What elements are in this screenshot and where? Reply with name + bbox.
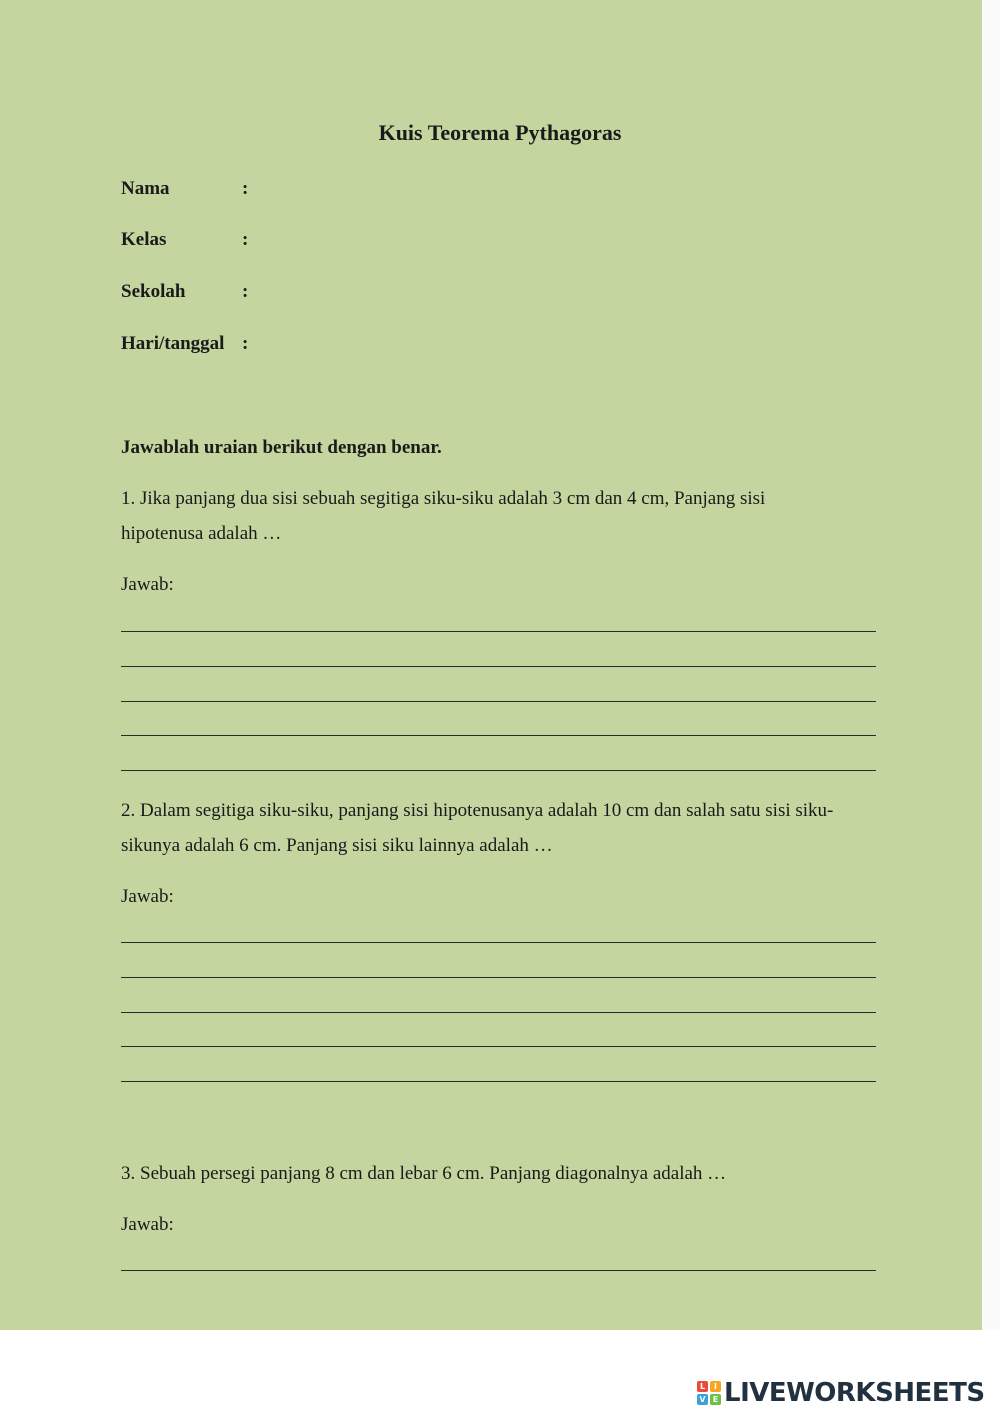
question-1-answer-line[interactable] <box>121 770 876 771</box>
liveworksheets-logo[interactable] <box>697 1376 985 1410</box>
field-label: Kelas <box>121 229 167 250</box>
instruction-text: Jawablah uraian berikut dengan benar. <box>121 437 442 458</box>
field-hari-tanggal <box>121 333 248 355</box>
logo-mark-letter: V <box>697 1394 708 1405</box>
logo-mark-letter: L <box>697 1381 708 1392</box>
field-sekolah <box>121 281 248 303</box>
question-2-answer-line[interactable] <box>121 1046 876 1047</box>
question-1-line-1: 1. Jika panjang dua sisi sebuah segitiga siku-siku adalah 3 cm dan 4 cm, Panjang sisi <box>121 488 766 509</box>
question-1-line-2: hipotenusa adalah … <box>121 523 282 544</box>
question-2-line-2: sikunya adalah 6 cm. Panjang sisi siku lainnya adalah … <box>121 835 553 856</box>
question-1-answer-line[interactable] <box>121 631 876 632</box>
page-edge <box>982 0 1000 1330</box>
logo-mark-letter: E <box>710 1394 721 1405</box>
question-1-answer-line[interactable] <box>121 666 876 667</box>
liveworksheets-logo-icon <box>697 1381 721 1405</box>
question-2-answer-line[interactable] <box>121 942 876 943</box>
field-label: Nama <box>121 178 170 199</box>
question-1-answer-line[interactable] <box>121 701 876 702</box>
field-kelas <box>121 229 248 251</box>
field-colon: : <box>242 281 249 302</box>
question-2-answer-line[interactable] <box>121 1012 876 1013</box>
question-3-answer-label: Jawab: <box>121 1214 174 1235</box>
field-colon: : <box>242 178 249 199</box>
logo-text: LIVEWORKSHEETS <box>724 1378 985 1408</box>
question-3-line-1: 3. Sebuah persegi panjang 8 cm dan lebar 6 cm. Panjang diagonalnya adalah … <box>121 1163 727 1184</box>
question-2-line-1: 2. Dalam segitiga siku-siku, panjang sisi hipotenusanya adalah 10 cm dan salah satu sisi siku- <box>121 800 834 821</box>
field-label: Hari/tanggal <box>121 333 225 354</box>
field-colon: : <box>242 229 249 250</box>
logo-mark-letter: I <box>710 1381 721 1392</box>
field-colon: : <box>242 333 249 354</box>
question-2-answer-label: Jawab: <box>121 886 174 907</box>
question-1-answer-line[interactable] <box>121 735 876 736</box>
worksheet-title: Kuis Teorema Pythagoras <box>378 120 622 145</box>
question-2-answer-line[interactable] <box>121 977 876 978</box>
field-nama <box>121 178 248 200</box>
question-2-answer-line[interactable] <box>121 1081 876 1082</box>
question-3-answer-line[interactable] <box>121 1270 876 1271</box>
question-1-answer-label: Jawab: <box>121 574 174 595</box>
field-label: Sekolah <box>121 281 186 302</box>
